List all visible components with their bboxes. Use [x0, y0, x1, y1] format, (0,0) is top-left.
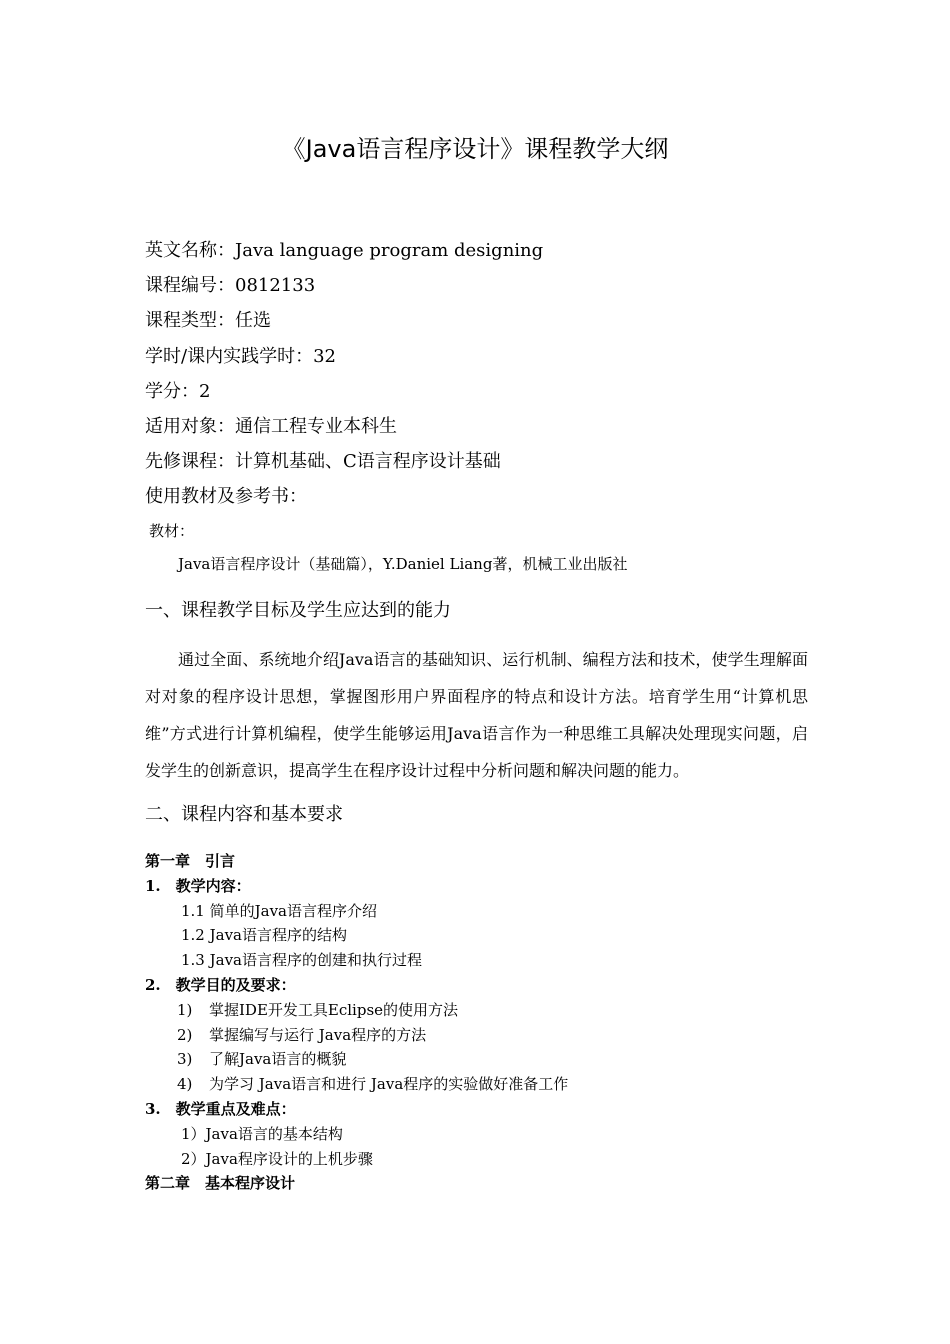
course-info — [145, 233, 543, 515]
subsection-heading: 1. 教学内容： — [145, 876, 251, 895]
info-row-english-name — [145, 233, 543, 268]
list-item: 1）Java语言的基本结构 — [181, 1124, 343, 1143]
info-row-prerequisites — [145, 444, 543, 479]
info-row-hours — [145, 339, 543, 374]
list-item: 1.2 Java语言程序的结构 — [181, 926, 347, 945]
info-value: 32 — [313, 345, 336, 367]
info-row-credits — [145, 374, 543, 409]
item-number: 1) — [177, 1000, 193, 1019]
list-item — [145, 1023, 825, 1048]
course-outline — [145, 849, 825, 1196]
list-item: 2）Java程序设计的上机步骤 — [181, 1149, 373, 1168]
list-item: 1.1 简单的Java语言程序介绍 — [181, 901, 377, 920]
section-heading-content: 二、课程内容和基本要求 — [145, 804, 343, 825]
info-label: 学分： — [145, 380, 199, 402]
textbook-label: 教材： — [149, 522, 195, 540]
info-label: 课程编号： — [145, 275, 235, 297]
item-text: 掌握编写与运行 Java程序的方法 — [209, 1025, 427, 1044]
info-label: 学时/课内实践学时： — [145, 345, 314, 367]
item-text: 为学习 Java语言和进行 Java程序的实验做好准备工作 — [209, 1075, 569, 1094]
info-row-course-code — [145, 268, 543, 303]
info-value: 通信工程专业本科生 — [235, 416, 397, 438]
document-title: 《Java语言程序设计》课程教学大纲 — [281, 135, 669, 163]
info-label: 适用对象： — [145, 416, 235, 438]
info-value: 计算机基础、C语言程序设计基础 — [235, 451, 501, 473]
item-text: 掌握IDE开发工具Eclipse的使用方法 — [209, 1000, 459, 1019]
item-number: 4) — [177, 1075, 193, 1094]
info-row-audience — [145, 409, 543, 444]
section-heading-objectives: 一、课程教学目标及学生应达到的能力 — [145, 600, 451, 621]
subsection-heading: 2. 教学目的及要求： — [145, 975, 296, 994]
chapter-title: 第二章 基本程序设计 — [145, 1174, 296, 1193]
info-label: 先修课程： — [145, 451, 235, 473]
info-value: 0812133 — [235, 275, 316, 297]
objectives-paragraph: 通过全面、系统地介绍Java语言的基础知识、运行机制、编程方法和技术，使学生理解面对对象的程序设计思想，掌握图形用户界面程序的特点和设计方法。培育学生用“计算机思维”方式进行计算机编程，使学生能够运用Java语言作为一种思维工具解决处理现实问题，启发学生的创新意识，提高学生在程序设计过程中分析问题和解决问题的能力。 — [145, 650, 808, 780]
item-number: 3) — [177, 1050, 193, 1069]
list-item — [145, 1072, 825, 1097]
info-row-references — [145, 479, 543, 514]
info-value: 任选 — [235, 310, 271, 332]
textbook-entry: Java语言程序设计（基础篇），Y.Daniel Liang著，机械工业出版社 — [178, 555, 628, 573]
list-item: 1.3 Java语言程序的创建和执行过程 — [181, 951, 422, 970]
info-value: Java language program designing — [235, 240, 544, 261]
info-value: 2 — [199, 380, 211, 402]
list-item — [145, 1047, 825, 1072]
info-label: 英文名称： — [145, 240, 235, 261]
info-label: 使用教材及参考书： — [145, 486, 307, 508]
info-row-course-type — [145, 303, 543, 338]
item-text: 了解Java语言的概貌 — [209, 1050, 347, 1069]
list-item — [145, 998, 825, 1023]
chapter-title: 第一章 引言 — [145, 852, 236, 870]
subsection-heading: 3. 教学重点及难点： — [145, 1099, 296, 1118]
item-number: 2) — [177, 1025, 193, 1044]
info-label: 课程类型： — [145, 310, 235, 332]
